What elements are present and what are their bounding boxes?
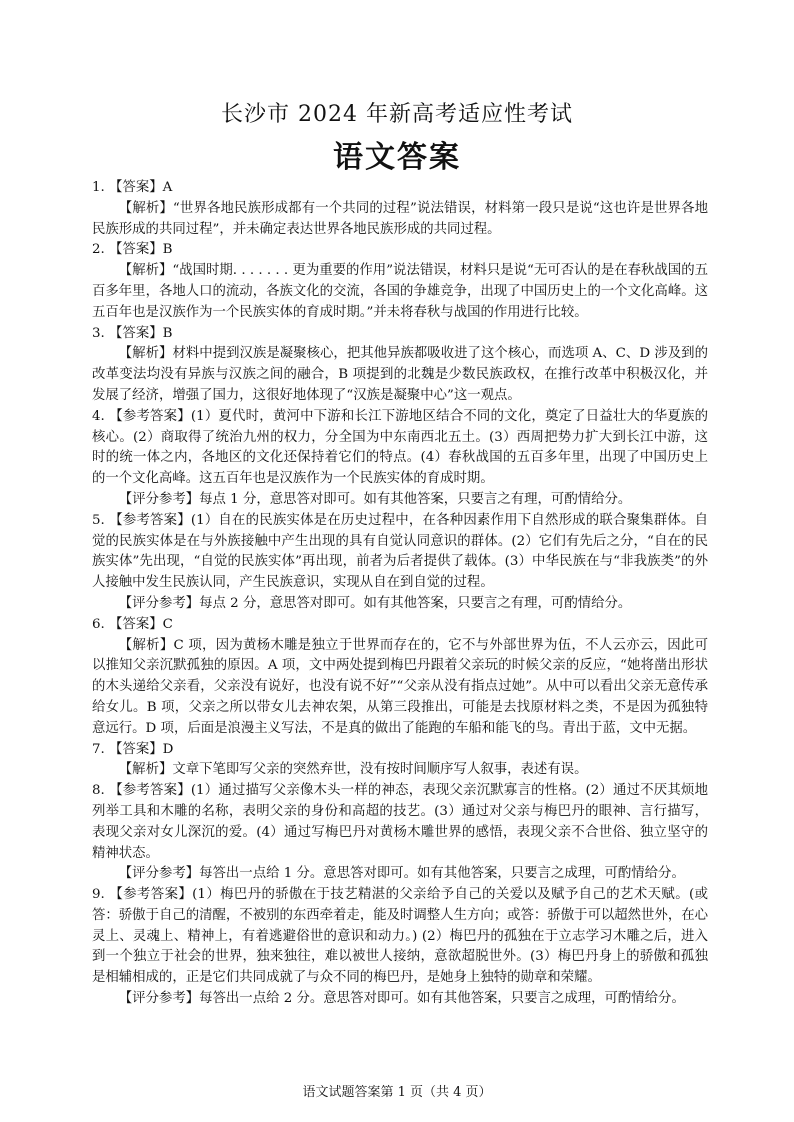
q8-answer: 8. 【参考答案】(1）通过描写父亲像木头一样的神态，表现父亲沉默寡言的性格。(2）通过不厌其烦地列举工具和木雕的名称，表明父亲的身份和高超的技艺。(3）通过对父亲与梅巴丹的眼神、言行描写，表现父亲对女儿深沉的爱。(4）通过写梅巴丹对黄杨木雕世界的感悟，表现父亲不合世俗、独立坚守的精神状态。 xyxy=(92,783,708,861)
q7-answer: 7. 【答案】D xyxy=(92,741,174,757)
q6-answer: 6. 【答案】C xyxy=(92,616,173,632)
answer-content xyxy=(92,178,708,1010)
q2-analysis: 【解析】“战国时期. . . . . . . 更为重要的作用”说法错误，材料只是说“无可否认的是在春秋战国的五百多年里，各地人口的流动，各族文化的交流，各国的争雄竞争，出现了中国历史上的一个文化高峰。这五百年也是汉族作为一个民族实体的育成时期。”并未将春秋与战国的作用进行比较。 xyxy=(92,263,708,320)
q9-answer: 9. 【参考答案】(1）梅巴丹的骄傲在于技艺精湛的父亲给予自己的关爱以及赋予自己的艺术天赋。(或答：骄傲于自己的清醒，不被别的东西牵着走，能及时调整人生方向；或答：骄傲于可以超然世外，在心灵上、灵魂上、精神上，有着逃避俗世的意识和动力。) (2）梅巴丹的孤独在于立志学习木雕之后，进入到一个独立于社会的世界，独来独往，难以被世人接纳，意欲超脱世外。(3）梅巴丹身上的骄傲和孤独是相辅相成的，正是它们共同成就了与众不同的梅巴丹，是她身上独特的勋章和荣耀。 xyxy=(92,887,708,986)
q2-answer: 2. 【答案】B xyxy=(92,242,173,258)
q6-analysis: 【解析】C 项，因为黄杨木雕是独立于世界而存在的，它不与外部世界为伍，不人云亦云，因此可以推知父亲沉默孤独的原因。A 项，文中两处提到梅巴丹跟着父亲玩的时候父亲的反应，“她将凿出形状的木头递给父亲看，父亲没有说好，也没有说不好”“父亲从没有指点过她”。从中可以看出父亲无意传承给女儿。B 项，父亲之所以带女儿去神农架，从第三段推出，可能是去找原材料之类，不是因为孤独特意远行。D 项，后面是浪漫主义写法，不是真的做出了能跑的车船和能飞的鸟。青出于蓝，文中无据。 xyxy=(92,637,708,736)
q3-answer: 3. 【答案】B xyxy=(92,325,173,341)
q8-scoring: 【评分参考】每答出一点给 1 分。意思答对即可。如有其他答案，只要言之成理，可酌情给分。 xyxy=(118,866,685,882)
q5-answer: 5. 【参考答案】(1）自在的民族实体是在历史过程中，在各种因素作用下自然形成的联合聚集群体。自觉的民族实体是在与外族接触中产生出现的具有自觉认同意识的群体。(2）它们有先后之分，“自在的民族实体”先出现，“自觉的民族实体”再出现，前者为后者提供了载体。(3）中华民族在与“非我族类”的外人接触中发生民族认同，产生民族意识，实现从自在到自觉的过程。 xyxy=(92,512,708,591)
exam-title: 长沙市 2024 年新高考适应性考试 xyxy=(221,102,573,127)
q9-scoring: 【评分参考】每答出一点给 2 分。意思答对即可。如有其他答案，只要言之成理，可酌情给分。 xyxy=(118,991,685,1007)
q1-answer: 1. 【答案】A xyxy=(92,180,173,195)
q7-analysis: 【解析】文章下笔即写父亲的突然弃世，没有按时间顺序写人叙事，表述有误。 xyxy=(118,762,588,778)
q5-scoring: 【评分参考】每点 2 分，意思答对即可。如有其他答案，只要言之有理，可酌情给分。 xyxy=(118,595,632,611)
page-footer: 语文试题答案第 1 页（共 4 页） xyxy=(302,1085,492,1100)
q3-analysis: 【解析】材料中提到汉族是凝聚核心，把其他异族都吸收进了这个核心，而选项 A、C、D 涉及到的改革变法均没有异族与汉族之间的融合，B 项提到的北魏是少数民族政权，在推行改革中积极汉化，并发展了经济，增强了国力，这很好地体现了“汉族是凝聚中心”这一观点。 xyxy=(92,346,708,403)
q1-analysis: 【解析】“世界各地民族形成都有一个共同的过程”说法错误，材料第一段只是说“这也许是世界各地民族形成的共同过程”，并未确定表达世界各地民族形成的共同过程。 xyxy=(92,200,708,237)
document-subtitle: 语文答案 xyxy=(333,140,461,175)
q4-scoring: 【评分参考】每点 1 分，意思答对即可。如有其他答案，只要言之有理，可酌情给分。 xyxy=(118,491,632,507)
q4-answer: 4. 【参考答案】(1）夏代时，黄河中下游和长江下游地区结合不同的文化，奠定了日益壮大的华夏族的核心。(2）商取得了统治九州的权力，分全国为中东南西北五土。(3）西周把势力扩大到长江中游，这时的统一体之内，各地区的文化还保持着它们的特点。(4）春秋战国的五百多年里，出现了中国历史上的一个文化高峰。这五百年也是汉族作为一个民族实体的育成时期。 xyxy=(92,408,708,487)
